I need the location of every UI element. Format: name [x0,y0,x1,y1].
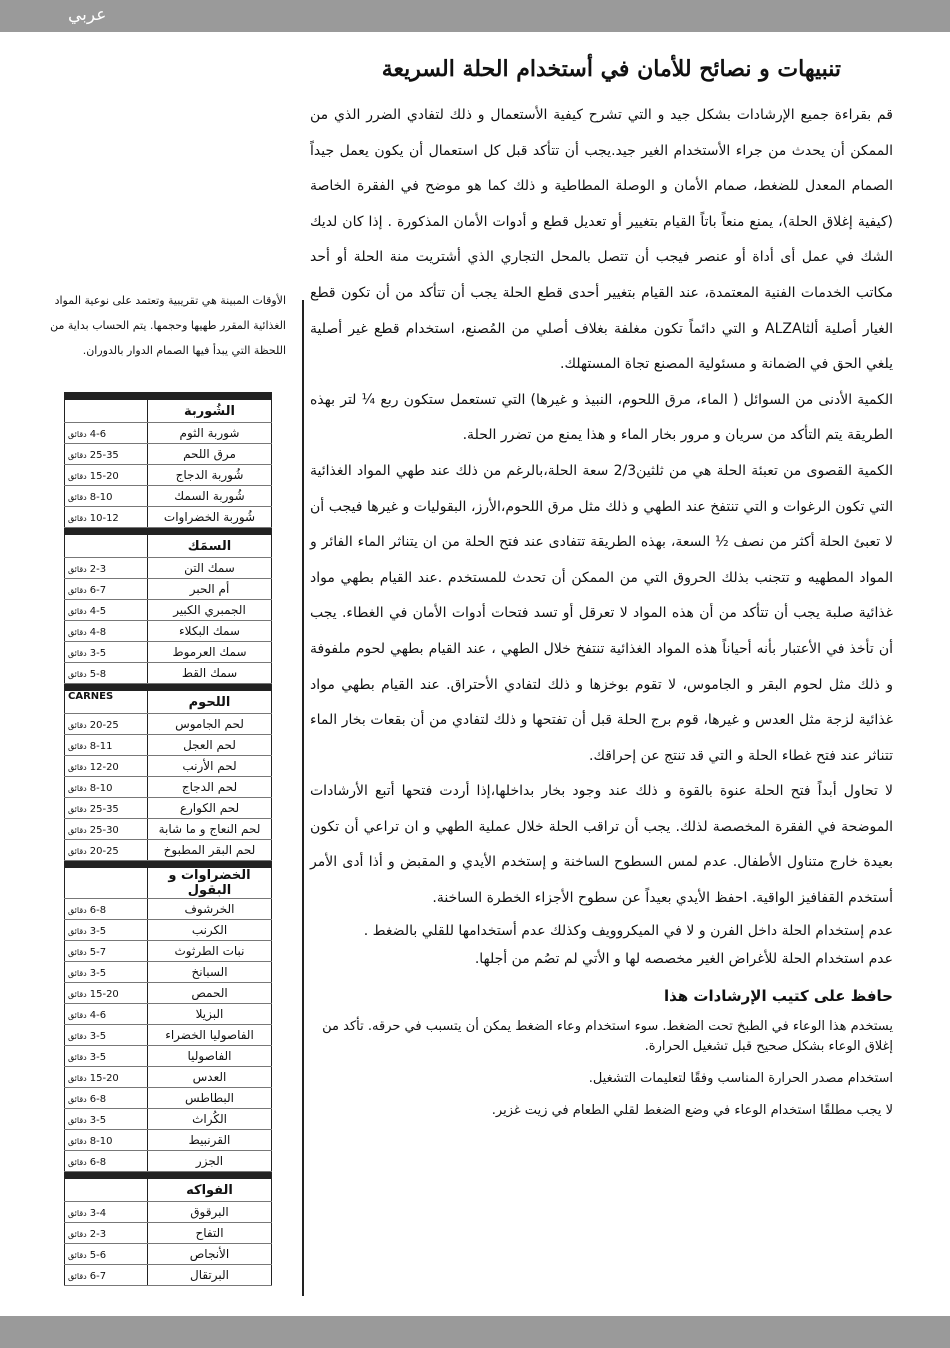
cook-time [65,1025,148,1046]
time-unit: دقائق [68,627,87,637]
table-row [65,714,272,735]
cook-time [65,1067,148,1088]
table-row [65,777,272,798]
instruction-item: يستخدم هذا الوعاء في الطبخ تحت الضغط. سوء استخدام وعاء الضغط يمكن أن يتسبب في حرقه. تأكد من إغلاق الوعاء بشكل صحيح قبل تشغيل الحرارة. [322,1018,893,1054]
cook-time [65,798,148,819]
table-row [65,663,272,684]
time-range: 6-8 [89,1156,107,1168]
time-range: 5-7 [89,946,107,958]
table-row [65,486,272,507]
table-row [65,899,272,920]
time-range: 25-30 [89,824,119,836]
food-name: الجمبري الكبير [148,600,272,621]
table-row [65,465,272,486]
cook-time [65,507,148,528]
food-name: سمك القط [148,663,272,684]
page-title: تنبيهات و نصائح للأمان في أستخدام الحلة السريعة [381,56,841,82]
section-corner-label [65,1179,148,1202]
table-row [65,941,272,962]
table-row [65,1202,272,1223]
time-unit: دقائق [68,926,87,936]
food-name: نبات الطرثوث [148,941,272,962]
section-header [65,691,272,714]
table-row [65,423,272,444]
footer-bar [0,1316,950,1348]
time-range: 3-5 [89,1114,107,1126]
table-row [65,1244,272,1265]
time-range: 8-11 [89,740,113,752]
paragraph-original-parts: قم بقراءة جميع الإرشادات بشكل جيد و التي تشرح كيفية الأستعمال و ذلك لتفادي الضرر الذي من الممكن أن يحدث من جراء الأستخدام الغير جيد.يجب أن تتأكد قبل كل استعمال أن يكون يعمل جيداً الصمام المعدل للضغط، صمام الأمان و الوصلة المطاطية و ذلك كما هو موضح في الفقرة الخاصة (كيفية إغلاق الحلة)، يمنع منعاً باتاً القيام بتغيير أو تعديل قطع و أدوات الأمان المذكورة . إذا كان لديك الشك في عمل أى أداة أو عنصر فيجب أن تتصل بالمحل التجاري الذي أشتريت منة الحلة أو أحد مكاتب الخدمات الفنية المعتمدة، عند القيام بتغيير أحدى قطع الحلة يجب أن تتأكد من أن تكون قطع الغيار أصلية ألثاALZA و التي دائماً تكون مغلفة بغلاف أصلي من المُصنع، استخدام قطع غير أصلية يلغي الحق في الضمانة و مسئولية المصنع تجاة المستهلك. [310,107,893,373]
column-divider [302,300,304,1296]
section-header [65,868,272,899]
time-unit: دقائق [68,804,87,814]
instruction-list [293,1017,893,1121]
time-unit: دقائق [68,989,87,999]
food-name: شُوربة الدجاج [148,465,272,486]
time-unit: دقائق [68,905,87,915]
section-title: الخضراوات و البقول [148,868,272,899]
time-unit: دقائق [68,1157,87,1167]
section-corner-label [65,400,148,423]
safety-content [310,52,893,1133]
time-unit: دقائق [68,762,87,772]
time-range: 3-4 [89,1207,107,1219]
instruction-item: استخدام مصدر الحرارة المناسب وفقًا لتعليمات التشغيل. [588,1070,893,1086]
section-separator [65,684,272,692]
paragraph-minimum-liquid: الكمية الأدنى من السوائل ( الماء، مرق اللحوم، النبيذ و غيرها) التي تستعمل ستكون ربع ¼ لتر بهذه الطريقة يتم التأكد من سريان و مرور بخار الماء و هذا يمنع من تضرر الحلة. [310,391,893,444]
table-row [65,1265,272,1286]
language-label: عربي [68,5,107,25]
time-unit: دقائق [68,1073,87,1083]
cook-time [65,1004,148,1025]
cook-time [65,819,148,840]
time-unit: دقائق [68,606,87,616]
cook-time [65,840,148,861]
cook-time [65,714,148,735]
table-row [65,920,272,941]
table-row [65,600,272,621]
time-range: 20-25 [89,845,119,857]
food-name: الفاصوليا [148,1046,272,1067]
time-unit: دقائق [68,585,87,595]
food-name: الفاصوليا الخضراء [148,1025,272,1046]
time-unit: دقائق [68,1271,87,1281]
time-unit: دقائق [68,1229,87,1239]
time-unit: دقائق [68,783,87,793]
time-range: 6-7 [89,584,107,596]
table-row [65,1109,272,1130]
table-row [65,1067,272,1088]
cook-time [65,735,148,756]
time-unit: دقائق [68,947,87,957]
section-header [65,400,272,423]
time-range: 4-6 [89,428,107,440]
time-range: 8-10 [89,1135,113,1147]
cook-time [65,423,148,444]
table-row [65,1004,272,1025]
food-name: البزيلا [148,1004,272,1025]
instruction-item: لا يجب مطلقًا استخدام الوعاء في وضع الضغط لقلي الطعام في زيت غزير. [491,1102,893,1118]
table-row [65,1223,272,1244]
table-row [65,756,272,777]
time-range: 12-20 [89,761,119,773]
table-row [65,621,272,642]
cook-time [65,756,148,777]
time-range: 3-5 [89,647,107,659]
time-range: 3-5 [89,925,107,937]
time-unit: دقائق [68,1031,87,1041]
time-range: 8-10 [89,782,113,794]
time-range: 4-8 [89,626,107,638]
food-name: لحم البقر المطبوخ [148,840,272,861]
table-row [65,735,272,756]
cook-time [65,920,148,941]
note-intended-use: عدم استخدام الحلة للأغراض الغير مخصصه لها و الأتي لم تصُم من أجلها. [474,950,893,967]
cook-time [65,899,148,920]
time-range: 3-5 [89,967,107,979]
cook-time [65,486,148,507]
time-range: 20-25 [89,719,119,731]
food-name: سمك البكلاء [148,621,272,642]
table-row [65,840,272,861]
time-range: 6-8 [89,1093,107,1105]
time-unit: دقائق [68,669,87,679]
table-row [65,1046,272,1067]
food-name: الكُراث [148,1109,272,1130]
paragraph-maximum-fill: الكمية القصوى من تعبئة الحلة هي من ثلثين2/3 سعة الحلة،بالرغم من ذلك عند طهي المواد الغذائية التي تكون الرغوات و التي تنتفخ عند الطهي و ذلك مثل مرق اللحوم،الأرز، البقوليات و غيرها فيجب أن لا تعبئ الحلة أكثر من نصف ½ السعة، بهذه الطريقة تتفادى عند فتح الحلة من ان يتناثر الماء الفائر و المواد المطهيه و تتجنب بذلك الحروق التي من الممكن أن تحدث للمستخدم .عند القيام بطهي مواد غذائية صلبة يجب أن تتأكد من أن هذه المواد لا تعرقل أو تسد فتحات أدوات الأمان في الغطاء. يجب أن تأخذ في الأعتبار بأنه أحياناً هذه المواد الغذائية تنتفخ خلال الطهي ، عند القيام بطهي لحوم ملفوفة و ذلك مثل لحوم البقر و الجاموس، لا تقوم بوخزها و ذلك لتفادي الأحتراق. عند القيام بطهي مواد غذائية لزجة مثل العدس و غيرها، قوم برج الحلة قبل أن تفتحها و ذلك لتفادي من أن بقعات بخار الماء تتناثر عند فتح غطاء الحلة و التي قد تنتج عن إحراقك. [310,462,894,764]
time-unit: دقائق [68,492,87,502]
time-unit: دقائق [68,429,87,439]
table-row [65,579,272,600]
cook-time [65,558,148,579]
cook-time [65,962,148,983]
table-row [65,558,272,579]
section-title: السمَك [148,535,272,558]
food-name: أم الحبر [148,579,272,600]
food-name: لحم الدجاج [148,777,272,798]
table-row [65,1151,272,1172]
time-range: 3-5 [89,1051,107,1063]
time-range: 15-20 [89,1072,119,1084]
time-unit: دقائق [68,564,87,574]
table-row [65,983,272,1004]
cook-time [65,642,148,663]
table-row [65,444,272,465]
time-range: 25-35 [89,449,119,461]
food-name: الكرنب [148,920,272,941]
cook-time [65,465,148,486]
food-name: شوربة الثوم [148,423,272,444]
time-range: 8-10 [89,491,113,503]
time-unit: دقائق [68,720,87,730]
table-row [65,962,272,983]
time-unit: دقائق [68,471,87,481]
time-range: 6-8 [89,904,107,916]
food-name: مرق اللحم [148,444,272,465]
food-name: لحم الجاموس [148,714,272,735]
section-header [65,1179,272,1202]
time-unit: دقائق [68,1010,87,1020]
cook-time [65,1265,148,1286]
section-heading: حافظ على كتيب الإرشادات هذا [663,986,893,1005]
table-row [65,1025,272,1046]
food-name: الحمص [148,983,272,1004]
cook-time [65,1109,148,1130]
food-name: لحم العجل [148,735,272,756]
food-name: شُوربة السمك [148,486,272,507]
food-name: الجزر [148,1151,272,1172]
food-name: سمك التن [148,558,272,579]
cook-time [65,1046,148,1067]
cook-time [65,777,148,798]
food-name: البرتقال [148,1265,272,1286]
time-unit: دقائق [68,1208,87,1218]
food-name: شُوربة الخضراوات [148,507,272,528]
section-separator [65,528,272,536]
food-name: سمك العرموط [148,642,272,663]
time-unit: دقائق [68,968,87,978]
time-unit: دقائق [68,825,87,835]
time-unit: دقائق [68,513,87,523]
section-title: اللحوم [148,691,272,714]
cook-time [65,579,148,600]
time-range: 15-20 [89,470,119,482]
section-separator [65,1172,272,1180]
time-range: 6-7 [89,1270,107,1282]
paragraph-opening-safety: لا تحاول أبداً فتح الحلة عنوة بالقوة و ذلك عند وجود بخار بداخلها،إذا أردت فتحها أتبع الأرشادات الموضحة في الفقرة المخصصة لذلك. يجب أن تراقب الحلة خلال عملية الطهي و ان تراعي أن تكون بعيدة خارج متناول الأطفال. عدم لمس السطوح الساخنة و إستخدم الأيدي و المقبض و أذا أدى الأمر أستخدم القفافيز الواقية. احفظ الأيدي بعيداً عن سطوح الأجزاء الخطرة الساخنة. [310,783,893,907]
time-range: 5-8 [89,668,107,680]
time-unit: دقائق [68,846,87,856]
food-name: العدس [148,1067,272,1088]
cook-time [65,983,148,1004]
cook-time [65,1151,148,1172]
table-row [65,819,272,840]
food-name: لحم الكوارع [148,798,272,819]
food-name: السبانخ [148,962,272,983]
section-corner-label: CARNES [65,691,148,714]
time-range: 4-5 [89,605,107,617]
time-range: 25-35 [89,803,119,815]
time-unit: دقائق [68,1052,87,1062]
section-header [65,535,272,558]
cook-time [65,941,148,962]
cooking-times-table [64,392,272,1286]
time-unit: دقائق [68,648,87,658]
cook-time [65,444,148,465]
table-row [65,507,272,528]
cook-time [65,1130,148,1151]
table-row [65,1088,272,1109]
food-name: لحم الأرنب [148,756,272,777]
food-name: الخرشوف [148,899,272,920]
cook-time [65,663,148,684]
table-row [65,642,272,663]
food-name: البرقوق [148,1202,272,1223]
section-title: الشُوربة [148,400,272,423]
table-row [65,798,272,819]
cook-time [65,600,148,621]
time-range: 5-6 [89,1249,107,1261]
header-bar [0,0,950,32]
time-unit: دقائق [68,1115,87,1125]
section-separator [65,393,272,401]
times-note: الأوقات المبينة هي تقريبية وتعتمد على نوعية المواد الغذائية المقرر طهيها وحجمها. يتم الحساب بداية من اللحظة التي يبدأ فيها الصمام الدوار بالدوران. [50,294,286,357]
food-name: الأنجاص [148,1244,272,1265]
food-name: البطاطس [148,1088,272,1109]
food-name: القرنبيط [148,1130,272,1151]
food-name: لحم النعاج و ما شابة [148,819,272,840]
cook-time [65,1202,148,1223]
cook-time [65,1088,148,1109]
time-unit: دقائق [68,1250,87,1260]
food-name: التفاح [148,1223,272,1244]
time-unit: دقائق [68,741,87,751]
cook-time [65,1223,148,1244]
time-unit: دقائق [68,1094,87,1104]
time-range: 3-5 [89,1030,107,1042]
cook-time [65,621,148,642]
section-corner-label [65,868,148,899]
section-title: الفواكه [148,1179,272,1202]
note-no-oven: عدم إستخدام الحلة داخل الفرن و لا في الميكروويف وكذلك عدم أستخدامها للقلي بالضغط . [363,922,893,939]
time-range: 10-12 [89,512,119,524]
time-range: 2-3 [89,1228,107,1240]
time-range: 15-20 [89,988,119,1000]
time-range: 4-6 [89,1009,107,1021]
table-row [65,1130,272,1151]
time-unit: دقائق [68,1136,87,1146]
time-unit: دقائق [68,450,87,460]
cook-time [65,1244,148,1265]
section-corner-label [65,535,148,558]
section-separator [65,861,272,869]
time-range: 2-3 [89,563,107,575]
